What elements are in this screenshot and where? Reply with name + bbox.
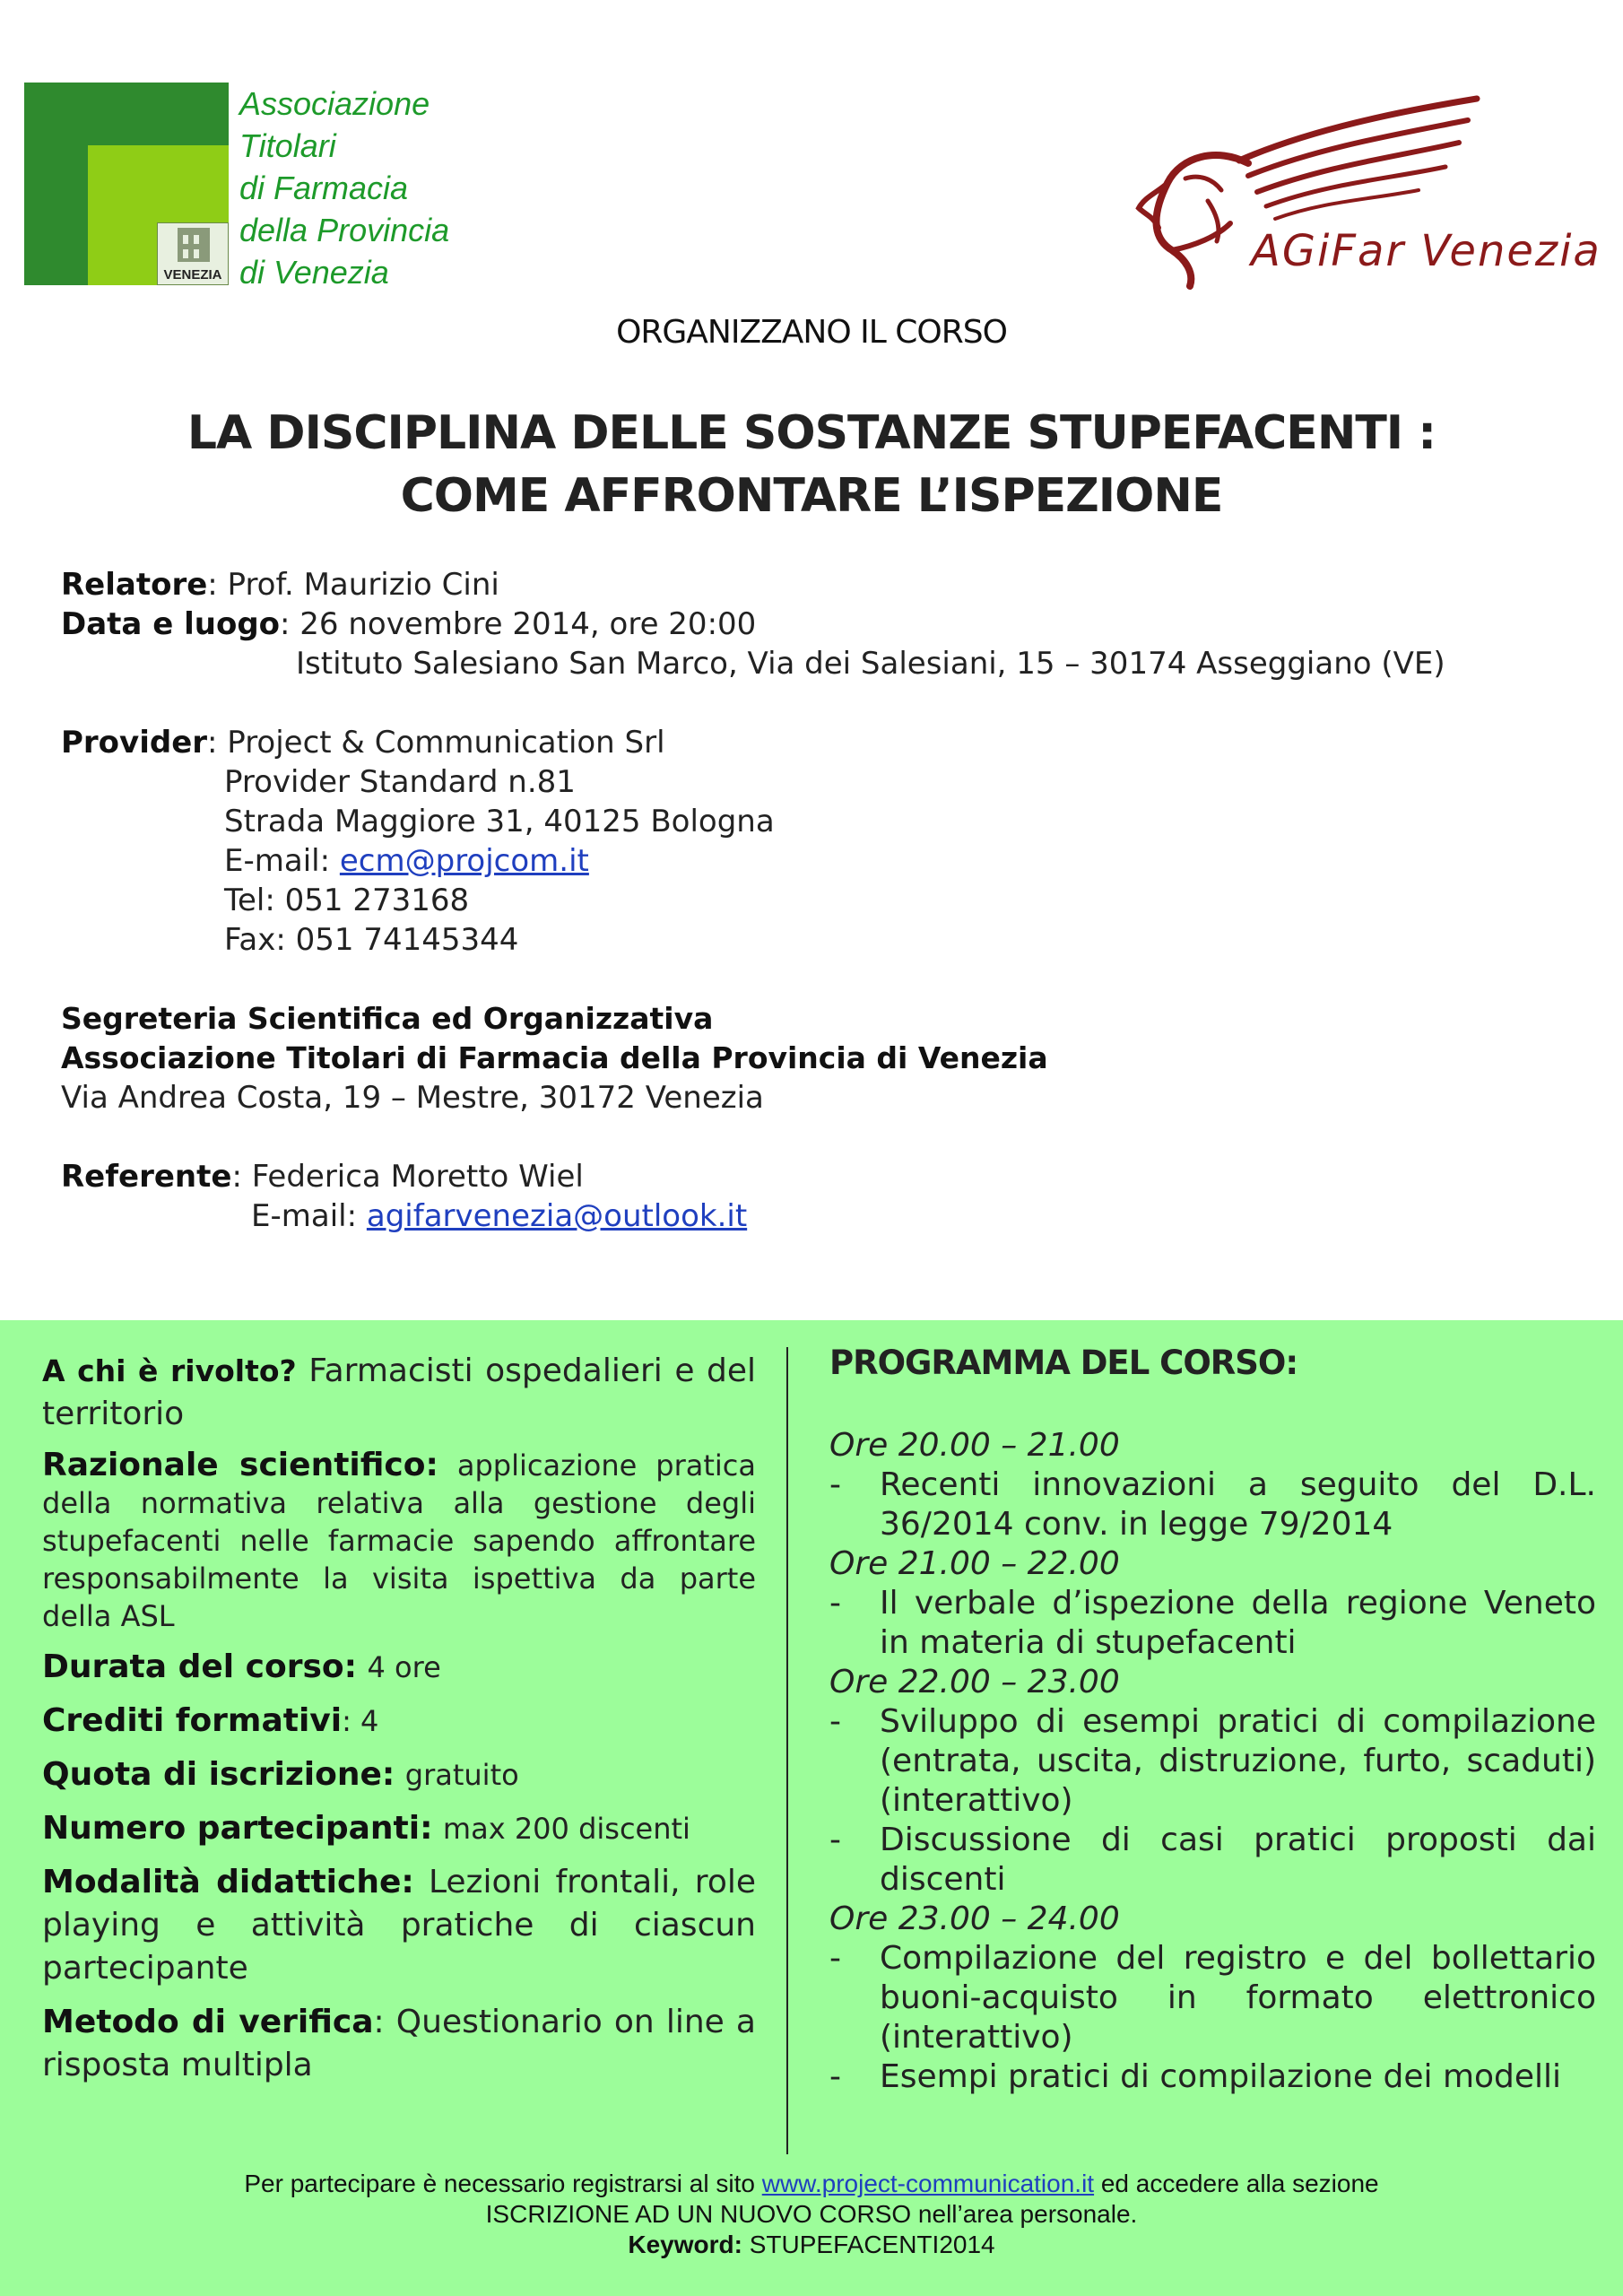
referente-email-row — [251, 1196, 747, 1236]
segreteria-address: Via Andrea Costa, 19 – Mestre, 30172 Venezia — [61, 1080, 764, 1116]
referente-label: Referente — [61, 1159, 232, 1195]
provider-fax: Fax: 051 74145344 — [224, 922, 519, 958]
data-luogo-row: Data e luogo: 26 novembre 2014, ore 20:00 — [61, 606, 757, 642]
provider-address: Strada Maggiore 31, 40125 Bologna — [224, 804, 775, 839]
program-column — [829, 1344, 1596, 2097]
registration-footer — [0, 2169, 1623, 2260]
footer-line1-post: ed accedere alla sezione — [1094, 2170, 1379, 2197]
quota-label: Quota di iscrizione: — [42, 1756, 395, 1793]
modalita-label: Modalità didattiche: — [42, 1864, 414, 1900]
provider-email-label: E-mail: — [224, 843, 340, 879]
program-slot-time: Ore 20.00 – 21.00 — [829, 1427, 1120, 1464]
program-slot-time: Ore 22.00 – 23.00 — [829, 1664, 1120, 1700]
provider-email-row — [224, 841, 589, 881]
rivolto-label: A chi è rivolto? — [42, 1353, 297, 1388]
program-item — [829, 2057, 1596, 2097]
program-item — [829, 1584, 1596, 1663]
provider-name: Project & Communication Srl — [227, 725, 665, 761]
durata-value: 4 ore — [367, 1650, 441, 1684]
durata-item — [42, 1646, 756, 1689]
course-title-line: COME AFFRONTARE L’ISPEZIONE — [400, 469, 1223, 523]
data-luogo-value: 26 novembre 2014, ore 20:00 — [299, 606, 757, 642]
relatore-value: Prof. Maurizio Cini — [227, 567, 499, 603]
program-item-text: Sviluppo di esempi pratici di compilazione (entrata, uscita, distruzione, furto, scaduti) (interattivo) — [880, 1703, 1596, 1819]
footer-line2: ISCRIZIONE AD UN NUOVO CORSO nell’area personale. — [485, 2200, 1138, 2228]
venezia-crest-icon — [157, 222, 229, 285]
rivolto-item — [42, 1350, 756, 1436]
association-line: della Provincia — [239, 212, 450, 248]
crediti-label: Crediti formativi — [42, 1702, 343, 1739]
razionale-value: applicazione pratica della normativa relativa alla gestione degli stupefacenti nelle farmacie sapendo affrontare responsabilmente la visita ispettiva da parte della ASL — [42, 1448, 757, 1633]
program-item — [829, 1939, 1596, 2057]
program-item — [829, 1465, 1596, 1544]
agifar-venezia-label: AGiFar Venezia — [1251, 226, 1601, 276]
association-line: di Farmacia — [239, 170, 409, 206]
crediti-value: : 4 — [342, 1704, 379, 1738]
metodo-label: Metodo di verifica — [42, 2004, 374, 2040]
crediti-item — [42, 1700, 756, 1743]
rivolto-value: Farmacisti ospedalieri e del territorio — [42, 1352, 756, 1432]
provider-standard: Provider Standard n.81 — [224, 764, 576, 800]
provider-row: Provider: Project & Communication Srl — [61, 725, 665, 761]
association-line: di Venezia — [239, 254, 389, 291]
referente-name: Federica Moretto Wiel — [251, 1159, 584, 1195]
program-item — [829, 1821, 1596, 1900]
quota-value: gratuito — [404, 1758, 519, 1792]
bullet-dash: - — [829, 1703, 841, 1740]
referente-email-label: E-mail: — [251, 1198, 367, 1234]
data-luogo-place: Istituto Salesiano San Marco, Via dei Salesiani, 15 – 30174 Asseggiano (VE) — [296, 646, 1445, 682]
association-name — [239, 83, 449, 293]
program-item-text: Recenti innovazioni a seguito del D.L. 36/2014 conv. in legge 79/2014 — [880, 1466, 1596, 1543]
bullet-dash: - — [829, 1585, 841, 1622]
keyword-value: STUPEFACENTI2014 — [742, 2231, 995, 2258]
relatore-label: Relatore — [61, 567, 208, 603]
bullet-dash: - — [829, 1822, 841, 1858]
razionale-label: Razionale scientifico: — [42, 1447, 438, 1483]
bullet-dash: - — [829, 1940, 841, 1977]
program-item — [829, 1702, 1596, 1821]
relatore-row: Relatore: Prof. Maurizio Cini — [61, 567, 499, 603]
program-item-text: Il verbale d’ispezione della regione Veneto in materia di stupefacenti — [880, 1585, 1596, 1661]
segreteria-association: Associazione Titolari di Farmacia della Provincia di Venezia — [61, 1040, 1048, 1075]
quota-item — [42, 1753, 756, 1796]
course-details-column — [42, 1350, 756, 2098]
course-title — [0, 402, 1623, 527]
data-luogo-label: Data e luogo — [61, 606, 281, 642]
crest-label: VENEZIA — [163, 267, 222, 283]
provider-email-link[interactable]: ecm@projcom.it — [339, 843, 589, 879]
provider-tel: Tel: 051 273168 — [224, 883, 470, 918]
program-item-text: Discussione di casi pratici proposti dai discenti — [880, 1822, 1596, 1898]
program-slot-time: Ore 23.00 – 24.00 — [829, 1900, 1120, 1937]
registration-site-link[interactable]: www.project-communication.it — [761, 2170, 1095, 2197]
segreteria-line2 — [61, 1039, 1048, 1078]
bullet-dash: - — [829, 1466, 841, 1503]
referente-email-link[interactable]: agifarvenezia@outlook.it — [366, 1198, 748, 1234]
association-line: Titolari — [239, 127, 336, 164]
razionale-item — [42, 1447, 756, 1635]
program-item-text: Esempi pratici di compilazione dei modelli — [880, 2058, 1562, 2095]
footer-keyword — [0, 2230, 1623, 2260]
metodo-item — [42, 2001, 756, 2087]
program-slot-time: Ore 21.00 – 22.00 — [829, 1545, 1120, 1582]
organizzano-heading: ORGANIZZANO IL CORSO — [616, 314, 1007, 351]
program-title: PROGRAMMA DEL CORSO: — [829, 1344, 1298, 1382]
keyword-label: Keyword: — [628, 2231, 742, 2258]
provider-label: Provider — [61, 725, 208, 761]
footer-line1-pre: Per partecipare è necessario registrarsi al sito — [244, 2170, 762, 2197]
segreteria-line1 — [61, 999, 713, 1039]
bullet-dash: - — [829, 2058, 841, 2095]
column-divider — [786, 1347, 788, 2154]
association-line: Associazione — [239, 85, 430, 122]
modalita-item — [42, 1861, 756, 1990]
numero-label: Numero partecipanti: — [42, 1810, 433, 1847]
modalita-value: Lezioni frontali, role playing e attività pratiche di ciascun partecipante — [42, 1864, 756, 1987]
footer-line1 — [0, 2169, 1623, 2199]
course-title-line: LA DISCIPLINA DELLE SOSTANZE STUPEFACENTI : — [187, 406, 1436, 460]
metodo-value: : Questionario on line a risposta multipla — [42, 2004, 756, 2083]
numero-value: max 200 discenti — [442, 1812, 690, 1846]
program-item-text: Compilazione del registro e del bollettario buoni-acquisto in formato elettronico (interattivo) — [880, 1940, 1596, 2056]
segreteria-title: Segreteria Scientifica ed Organizzativa — [61, 1001, 714, 1036]
durata-label: Durata del corso: — [42, 1648, 358, 1685]
numero-item — [42, 1807, 756, 1850]
referente-row: Referente: Federica Moretto Wiel — [61, 1159, 584, 1195]
